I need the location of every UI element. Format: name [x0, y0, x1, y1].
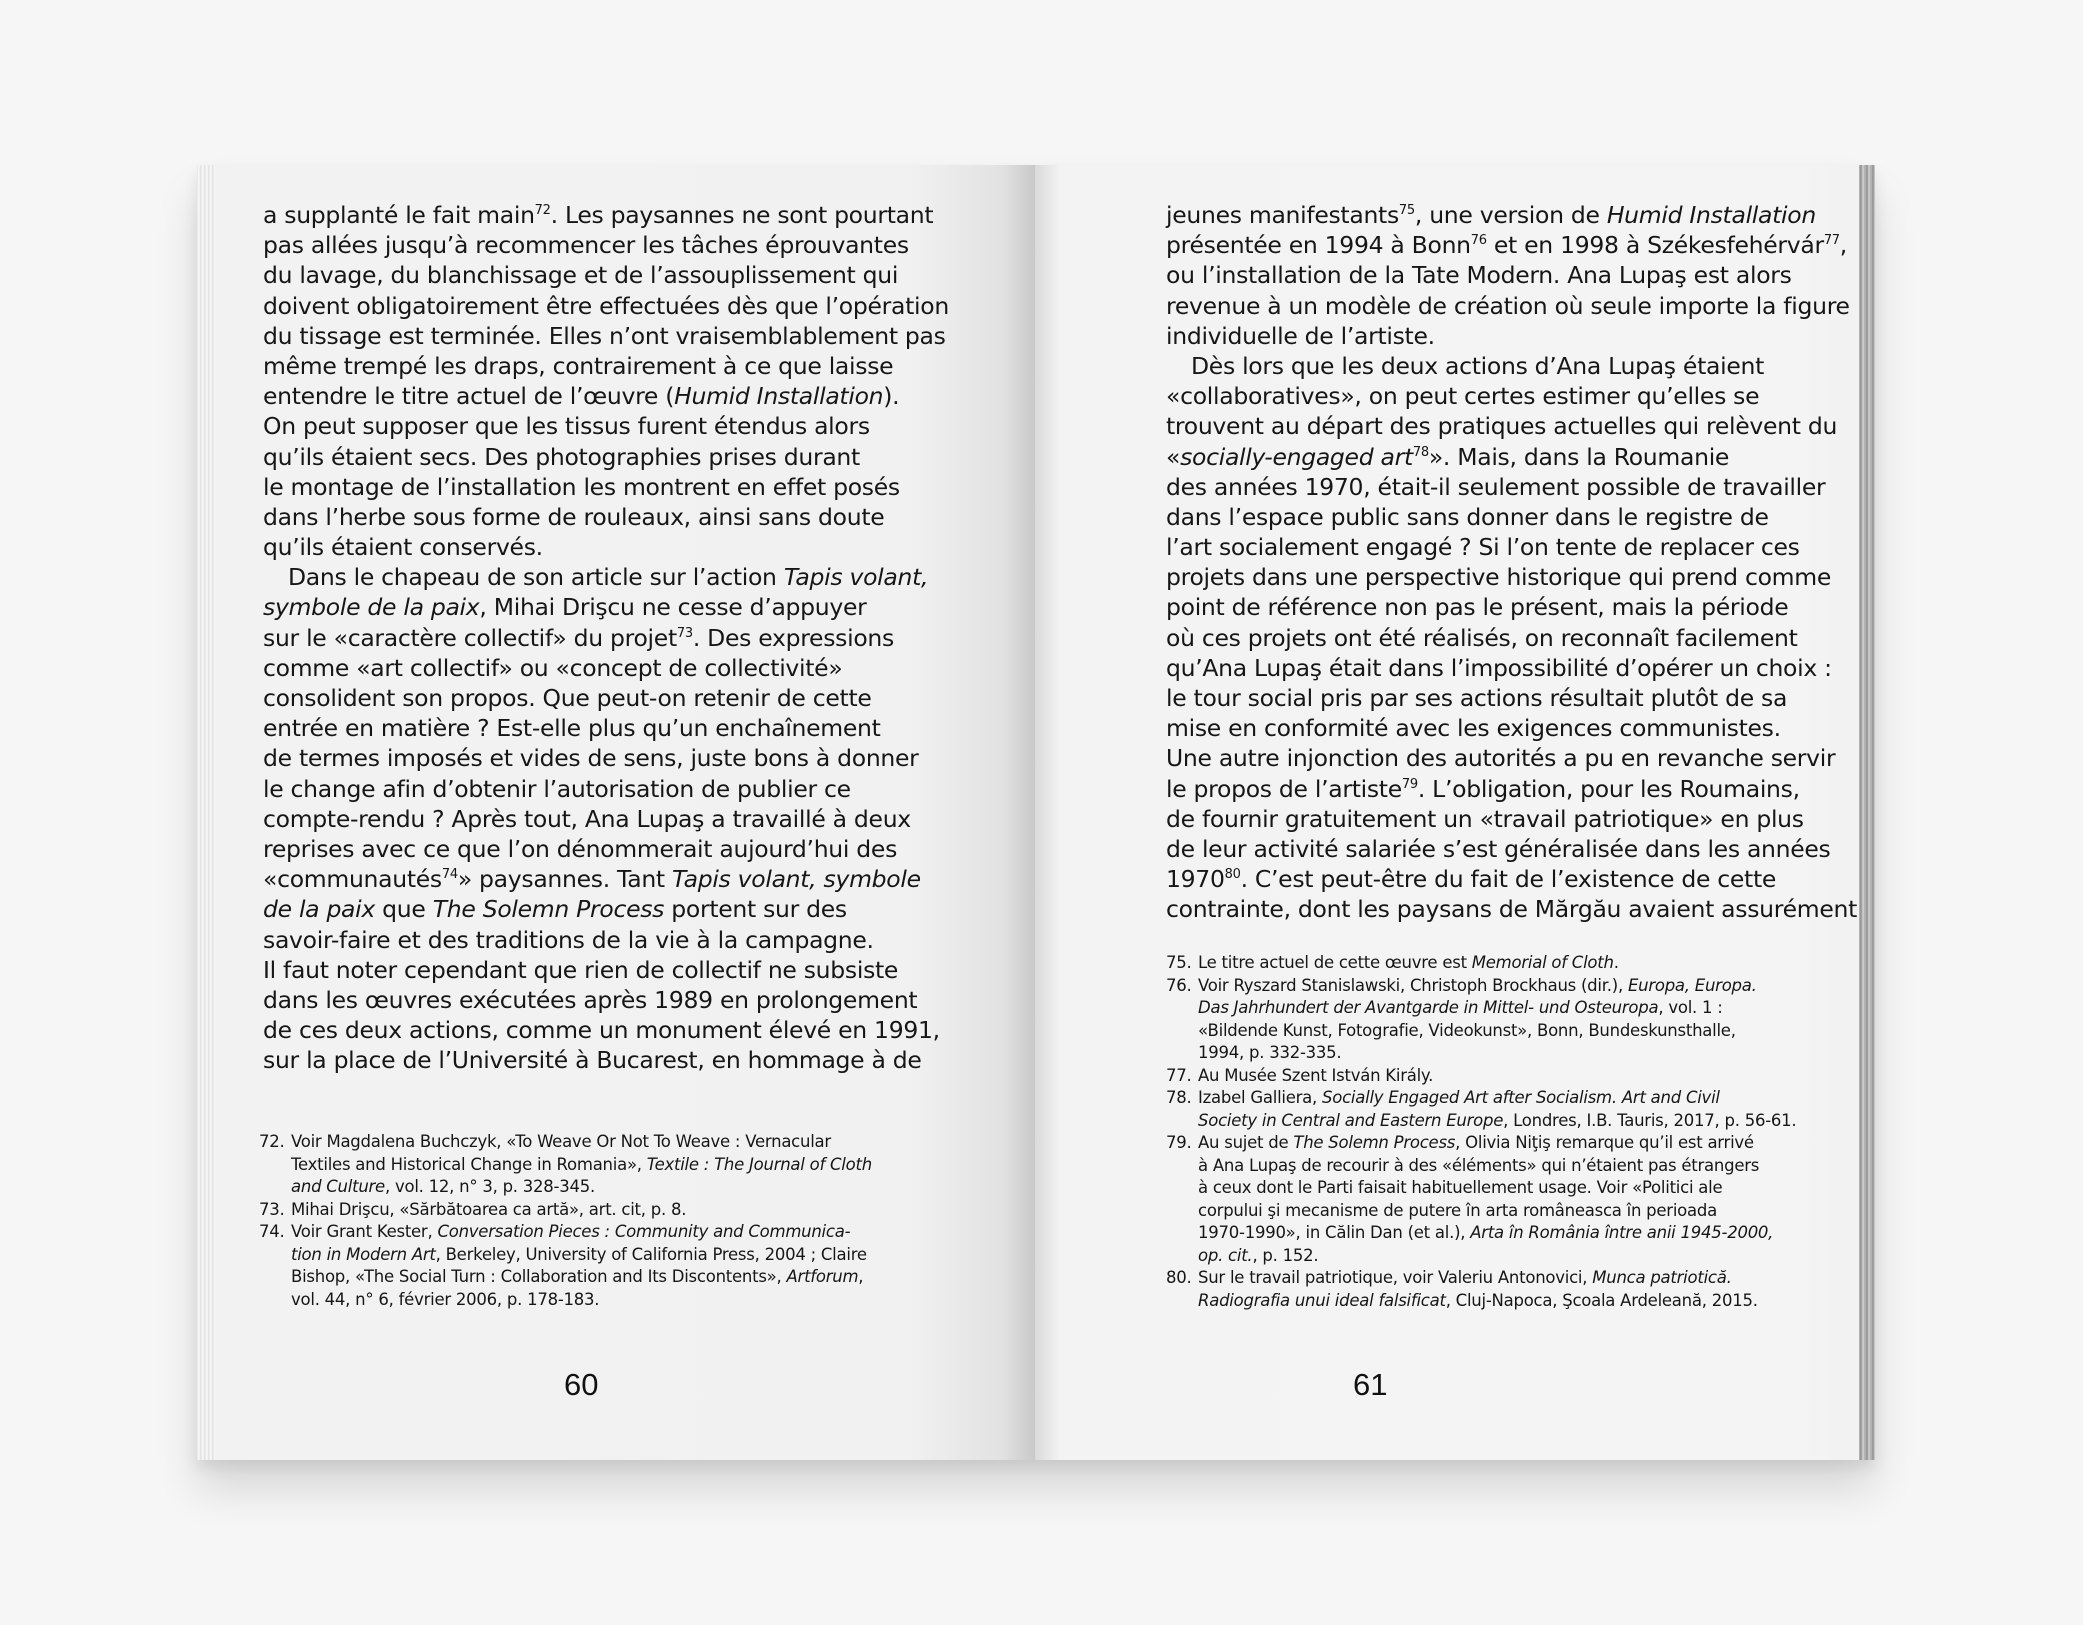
text-line — [263, 743, 923, 773]
text-line — [1166, 623, 1866, 653]
text-run: , Olivia Niţiş remarque qu’il est arrivé — [1455, 1133, 1754, 1152]
text-line — [1166, 351, 1866, 381]
text-run: Au Musée Szent István Király. — [1198, 1065, 1434, 1085]
text-line — [263, 653, 923, 683]
text-line — [1166, 291, 1866, 321]
text-run: compte-rendu ? Après tout, Ana Lupaş a travaillé à deux — [263, 804, 911, 833]
text-run: corpului şi mecanisme de putere în arta româneasca în perioada — [1198, 1200, 1717, 1220]
text-run: Une autre injonction des autorités a pu en revanche servir — [1166, 744, 1836, 773]
text-run: Voir Grant Kester, — [291, 1222, 438, 1241]
italic-title: Artforum — [786, 1267, 859, 1286]
footnote-line — [1198, 1087, 1866, 1110]
text-run: , Londres, I.B. Tauris, 2017, p. 56-61. — [1503, 1110, 1797, 1130]
text-run: même trempé les draps, contrairement à ce que laisse — [263, 351, 894, 380]
text-line — [1166, 864, 1866, 894]
text-line — [1166, 502, 1866, 532]
text-run: Il faut noter cependant que rien de collectif ne subsiste — [263, 955, 899, 984]
footnote-ref: 79 — [1401, 776, 1418, 792]
text-run: le montage de l’installation les montrent en effet posés — [263, 472, 900, 501]
text-line — [263, 502, 923, 532]
footnote-line — [1198, 1065, 1866, 1088]
text-run: Mihai Drişcu, «Sărbătoarea ca artă», art. cit, p. 8. — [291, 1199, 687, 1219]
text-line — [1166, 683, 1866, 713]
text-line — [263, 774, 923, 804]
italic-title: Europa, Europa. — [1627, 975, 1757, 995]
footnote-line — [1198, 1020, 1866, 1043]
text-line — [1166, 230, 1866, 260]
footnote-ref: 72 — [534, 203, 551, 219]
text-run: . Des expressions — [692, 623, 894, 652]
italic-title: Textile : The Journal of Cloth — [646, 1154, 872, 1174]
footnote-line — [1198, 1110, 1866, 1133]
text-line — [263, 442, 923, 472]
text-run: portent sur des — [664, 895, 847, 924]
text-run: reprises avec ce que l’on dénommerait aujourd’hui des — [263, 834, 898, 863]
text-line — [263, 864, 923, 894]
text-run: à ceux dont le Parti faisait habituellement usage. Voir «Politici ale — [1198, 1178, 1723, 1197]
text-run: Au sujet de — [1198, 1133, 1294, 1152]
text-run: ou l’installation de la Tate Modern. Ana Lupaş est alors — [1166, 261, 1792, 290]
italic-title: symbole de la paix — [263, 593, 480, 622]
text-run: 1970 — [1166, 865, 1225, 894]
text-run: le tour social pris par ses actions résultait plutôt de sa — [1166, 684, 1788, 712]
text-line — [263, 955, 923, 985]
text-line — [1166, 321, 1866, 351]
footnote — [1166, 952, 1866, 975]
text-run: entrée en matière ? Est-elle plus qu’un enchaînement — [263, 714, 881, 743]
italic-title: Das Jahrhundert der Avantgarde in Mittel- und Osteuropa — [1198, 998, 1659, 1017]
text-line — [263, 623, 923, 653]
text-line — [263, 291, 949, 321]
text-run: qu’ils étaient secs. Des photographies prises durant — [263, 442, 860, 471]
italic-title: op. cit. — [1198, 1245, 1253, 1265]
text-run: de termes imposés et vides de sens, juste bons à donner — [263, 744, 919, 773]
text-line — [263, 1015, 940, 1045]
text-run: l’art socialement engagé ? Si l’on tente de replacer ces — [1166, 533, 1800, 562]
italic-title: Conversation Pieces : Community and Communica- — [437, 1222, 851, 1241]
italic-title: de la paix — [263, 895, 375, 924]
text-run: Textiles and Historical Change in Romania», — [291, 1154, 647, 1174]
text-line — [1166, 592, 1866, 622]
text-run: a supplanté le fait main — [263, 201, 535, 229]
italic-title: Tapis volant, — [783, 563, 929, 592]
text-run: le change afin d’obtenir l’autorisation de publier ce — [263, 774, 851, 803]
italic-title: Society in Central and Eastern Europe — [1198, 1110, 1504, 1130]
text-line — [263, 321, 946, 351]
text-run: dans les œuvres exécutées après 1989 en prolongement — [263, 985, 918, 1014]
footnote-text — [1198, 1132, 1866, 1267]
text-run: 1994, p. 332-335. — [1198, 1043, 1342, 1062]
text-run: sur la place de l’Université à Bucarest, en hommage à de — [263, 1046, 922, 1075]
footnote-line — [1198, 1267, 1866, 1290]
footnote — [1166, 1087, 1866, 1132]
text-run: « — [1166, 442, 1181, 471]
footnote-line — [1198, 1132, 1866, 1155]
page-number-left: 60 — [564, 1367, 599, 1402]
text-line — [1166, 834, 1866, 864]
text-run: » paysannes. Tant — [457, 865, 673, 894]
footnote-text — [291, 1199, 949, 1222]
text-run: individuelle de l’artiste. — [1166, 321, 1435, 350]
text-line — [263, 592, 923, 622]
text-run: , — [1839, 231, 1847, 260]
footnote-ref: 74 — [441, 867, 458, 883]
footnote-ref: 73 — [676, 625, 693, 641]
text-run: sur le «caractère collectif» du projet — [263, 623, 677, 652]
text-run: Bishop, «The Social Turn : Collaboration and Its Discontents», — [291, 1267, 787, 1286]
footnote-number: 78. — [1166, 1088, 1192, 1107]
footnote-number: 73. — [259, 1199, 285, 1219]
italic-title: tion in Modern Art — [291, 1244, 436, 1264]
text-run: qu’ils étaient conservés. — [263, 533, 543, 562]
text-line — [263, 472, 923, 502]
italic-title: and Culture — [291, 1177, 385, 1196]
text-run: du lavage, du blanchissage et de l’assouplissement qui — [263, 261, 899, 290]
text-line — [263, 230, 923, 260]
text-run: , — [858, 1267, 864, 1286]
text-line — [263, 925, 923, 955]
text-line — [263, 834, 923, 864]
footnote-number: 74. — [259, 1222, 285, 1241]
italic-title: The Solemn Process — [432, 895, 665, 924]
right-body-text — [1166, 200, 1866, 925]
text-line — [263, 381, 923, 411]
italic-title: Radiografia unui ideal falsificat — [1198, 1290, 1446, 1310]
text-run: Dès lors que les deux actions d’Ana Lupaş étaient — [1191, 351, 1764, 380]
text-run: Voir Ryszard Stanislawski, Christoph Brockhaus (dir.), — [1198, 975, 1628, 995]
footnote-line — [291, 1244, 949, 1267]
text-run: qu’Ana Lupaş était dans l’impossibilité d’opérer un choix : — [1166, 653, 1832, 682]
text-line — [1166, 442, 1866, 472]
text-run: doivent obligatoirement être effectuées dès que l’opération — [263, 291, 949, 320]
text-run: Voir Magdalena Buchczyk, «To Weave Or Not To Weave : Vernacular — [291, 1132, 831, 1151]
text-run: présentée en 1994 à Bonn — [1166, 231, 1471, 260]
text-run: à Ana Lupaş de recourir à des «éléments» qui n’étaient pas étrangers — [1198, 1155, 1760, 1175]
footnote-number: 79. — [1166, 1133, 1192, 1152]
text-run: , p. 152. — [1252, 1245, 1319, 1265]
text-run: ». Mais, dans la Roumanie — [1428, 442, 1730, 471]
text-run: «collaboratives», on peut certes estimer qu’elles se — [1166, 382, 1760, 411]
text-line — [1166, 200, 1866, 230]
text-line — [263, 260, 923, 290]
italic-title: Humid Installation — [1606, 201, 1816, 229]
footnote-line — [291, 1266, 949, 1289]
text-run: savoir-faire et des traditions de la vie à la campagne. — [263, 925, 874, 954]
footnote-line — [1198, 1042, 1866, 1065]
footnote-text — [1198, 1065, 1866, 1088]
text-line — [263, 804, 923, 834]
italic-title: The Solemn Process — [1293, 1133, 1456, 1152]
text-line — [263, 532, 923, 562]
footnote-line — [291, 1154, 949, 1177]
italic-title: Munca patriotică. — [1592, 1268, 1732, 1287]
text-run: dans l’espace public sans donner dans le registre de — [1166, 502, 1769, 531]
text-line — [263, 351, 923, 381]
footnote-line — [1198, 975, 1866, 998]
footnote-line — [291, 1131, 949, 1154]
footnote — [1166, 1065, 1866, 1088]
footnote-ref: 80 — [1224, 867, 1241, 883]
footnote-text — [1198, 952, 1866, 975]
text-run: , vol. 12, n° 3, p. 328-345. — [384, 1177, 595, 1196]
text-run: , une version de — [1414, 201, 1607, 229]
open-book — [197, 165, 1875, 1460]
text-run: de fournir gratuitement un «travail patriotique» en plus — [1166, 804, 1804, 833]
footnote-line — [291, 1289, 949, 1312]
text-run: Izabel Galliera, — [1198, 1088, 1323, 1107]
text-line — [1166, 894, 1866, 924]
footnote-line — [1198, 1177, 1866, 1200]
text-run: , Berkeley, University of California Press, 2004 ; Claire — [435, 1244, 867, 1264]
footnote-line — [291, 1199, 949, 1222]
footnote-line — [1198, 1200, 1866, 1223]
italic-title: socially-engaged art — [1180, 442, 1413, 471]
footnote-text — [1198, 1087, 1866, 1132]
left-footnotes — [259, 1131, 949, 1311]
footnote — [1166, 1267, 1866, 1312]
text-run: de ces deux actions, comme un monument élevé en 1991, — [263, 1016, 940, 1045]
text-run: de leur activité salariée s’est généralisée dans les années — [1166, 834, 1831, 863]
italic-title: Memorial of Cloth — [1471, 953, 1614, 972]
footnote-number: 72. — [259, 1132, 285, 1151]
text-line — [1166, 532, 1866, 562]
footnote — [259, 1131, 949, 1199]
page-stack-edge-right — [1859, 165, 1875, 1460]
footnote-line — [1198, 1155, 1866, 1178]
page-number-right: 61 — [1353, 1367, 1388, 1402]
text-run: dans l’herbe sous forme de rouleaux, ainsi sans doute — [263, 502, 885, 531]
footnote-line — [1198, 1290, 1866, 1313]
text-run: projets dans une perspective historique qui prend comme — [1166, 563, 1831, 592]
text-run: «communautés — [263, 865, 442, 894]
text-run: vol. 44, n° 6, février 2006, p. 178-183. — [291, 1289, 600, 1309]
text-run: entendre le titre actuel de l’œuvre ( — [263, 382, 675, 411]
text-line — [1166, 653, 1866, 683]
text-run: le propos de l’artiste — [1166, 774, 1402, 803]
text-line — [1166, 743, 1866, 773]
italic-title: Humid Installation — [674, 382, 884, 411]
text-run: jeunes manifestants — [1166, 201, 1399, 229]
text-run: . L’obligation, pour les Roumains, — [1417, 774, 1800, 803]
page-stack-edge-left — [197, 165, 215, 1460]
italic-title: Tapis volant, symbole — [672, 865, 921, 894]
footnote — [259, 1199, 949, 1222]
text-line — [1166, 562, 1866, 592]
text-run: revenue à un modèle de création où seule importe la figure — [1166, 291, 1850, 320]
footnote-line — [291, 1176, 949, 1199]
text-run: , vol. 1 : — [1658, 998, 1723, 1017]
text-run: . Les paysannes ne sont pourtant — [550, 201, 934, 229]
right-page — [1035, 165, 1875, 1460]
footnote — [259, 1221, 949, 1311]
text-run: trouvent au départ des pratiques actuelles qui relèvent du — [1166, 412, 1838, 441]
footnote-number: 75. — [1166, 953, 1192, 972]
text-run: des années 1970, était-il seulement possible de travailler — [1166, 472, 1826, 501]
text-run: , Mihai Drişcu ne cesse d’appuyer — [479, 593, 867, 622]
text-line — [263, 683, 923, 713]
left-page — [197, 165, 1035, 1460]
text-line — [263, 200, 934, 230]
footnote-line — [1198, 1245, 1866, 1268]
text-run: , Cluj-Napoca, Şcoala Ardeleană, 2015. — [1445, 1290, 1758, 1310]
italic-title: Socially Engaged Art after Socialism. Art and Civil — [1322, 1088, 1720, 1107]
text-run: 1970-1990», in Călin Dan (et al.), — [1198, 1223, 1471, 1242]
footnote — [1166, 975, 1866, 1065]
footnote-ref: 77 — [1823, 233, 1840, 249]
text-run: . C’est peut-être du fait de l’existence de cette — [1240, 865, 1777, 894]
text-run: que — [375, 895, 433, 924]
text-line — [1166, 260, 1866, 290]
text-run: . — [1613, 953, 1619, 972]
text-run: comme «art collectif» ou «concept de collectivité» — [263, 653, 843, 682]
text-run: Dans le chapeau de son article sur l’action — [288, 563, 784, 592]
footnote-text — [291, 1221, 949, 1311]
footnote-ref: 76 — [1470, 233, 1487, 249]
footnote-line — [1198, 952, 1866, 975]
footnote-text — [1198, 975, 1866, 1065]
text-line — [1166, 381, 1866, 411]
text-run: du tissage est terminée. Elles n’ont vraisemblablement pas — [263, 321, 946, 350]
text-line — [1166, 774, 1866, 804]
footnote-number: 76. — [1166, 975, 1192, 995]
footnote-number: 80. — [1166, 1268, 1192, 1287]
text-line — [263, 713, 923, 743]
text-run: «Bildende Kunst, Fotografie, Videokunst», Bonn, Bundeskunsthalle, — [1198, 1020, 1736, 1040]
text-run: consolident son propos. Que peut-on retenir de cette — [263, 684, 872, 712]
footnote-text — [291, 1131, 949, 1199]
footnote-line — [1198, 1222, 1866, 1245]
text-run: contrainte, dont les paysans de Mărgău avaient assurément — [1166, 895, 1858, 924]
text-line — [263, 1045, 923, 1075]
footnote-text — [1198, 1267, 1866, 1312]
text-line — [263, 411, 923, 441]
text-line — [1166, 804, 1866, 834]
text-line — [263, 894, 923, 924]
text-run: où ces projets ont été réalisés, on reconnaît facilement — [1166, 623, 1798, 652]
text-run: mise en conformité avec les exigences communistes. — [1166, 714, 1781, 743]
right-footnotes — [1166, 952, 1866, 1312]
footnote — [1166, 1132, 1866, 1267]
text-run: pas allées jusqu’à recommencer les tâches éprouvantes — [263, 231, 909, 260]
text-run: On peut supposer que les tissus furent étendus alors — [263, 412, 870, 441]
text-run: Sur le travail patriotique, voir Valeriu Antonovici, — [1198, 1268, 1593, 1287]
text-line — [1166, 472, 1866, 502]
left-body-text — [263, 200, 949, 1075]
text-line — [263, 985, 923, 1015]
footnote-line — [291, 1221, 949, 1244]
footnote-ref: 78 — [1412, 444, 1429, 460]
italic-title: Arta în România între anii 1945-2000, — [1470, 1223, 1774, 1242]
text-run: point de référence non pas le présent, mais la période — [1166, 593, 1789, 622]
text-line — [1166, 713, 1866, 743]
text-run: Le titre actuel de cette œuvre est — [1198, 953, 1472, 972]
text-line — [263, 562, 929, 592]
text-run: ). — [883, 382, 900, 411]
footnote-number: 77. — [1166, 1065, 1192, 1085]
text-line — [1166, 411, 1866, 441]
footnote-ref: 75 — [1398, 203, 1415, 219]
text-run: et en 1998 à Székesfehérvár — [1486, 231, 1824, 260]
footnote-line — [1198, 997, 1866, 1020]
